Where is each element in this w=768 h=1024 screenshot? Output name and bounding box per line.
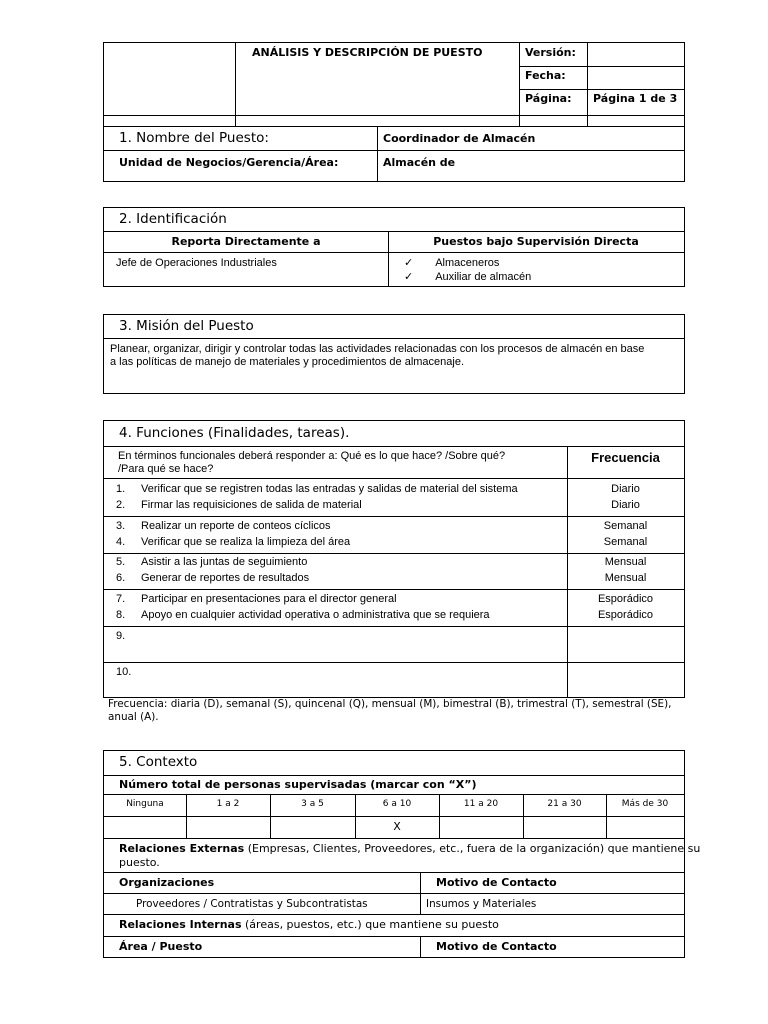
reports-to-value: Jefe de Operaciones Industriales — [116, 257, 277, 269]
range-option: 3 a 5 — [301, 799, 324, 809]
function-number: 3. — [116, 520, 126, 532]
function-text: Apoyo en cualquier actividad operativa o administrativa que se requiera — [141, 609, 490, 621]
check-icon: ✓ — [404, 257, 414, 269]
range-option: 6 a 10 — [382, 799, 412, 809]
range-option: 1 a 2 — [216, 799, 240, 809]
range-option: 21 a 30 — [547, 799, 582, 809]
function-number: 7. — [116, 593, 126, 605]
range-option: Ninguna — [126, 799, 164, 809]
reports-to-header: Reporta Directamente a — [171, 235, 321, 248]
contact-motive-header: Motivo de Contacto — [436, 876, 557, 889]
function-text: Realizar un reporte de conteos cíclicos — [141, 520, 331, 532]
function-text: Verificar que se realiza la limpieza del área — [141, 536, 351, 548]
function-frequency: Mensual — [604, 572, 647, 584]
function-number: 10. — [116, 666, 132, 678]
section-mission — [103, 314, 685, 394]
range-option: Más de 30 — [621, 799, 669, 809]
mission-text-line-2: a las políticas de manejo de materiales y procedimientos de almacenaje. — [110, 356, 465, 368]
page-number: Página 1 de 3 — [593, 92, 678, 105]
position-name: Coordinador de Almacén — [383, 132, 536, 145]
function-number: 8. — [116, 609, 126, 621]
supervised-count-title: Número total de personas supervisadas (marcar con “X”) — [119, 778, 477, 791]
range-mark: X — [393, 820, 401, 833]
function-frequency: Diario — [611, 499, 640, 511]
section-1-title: 1. Nombre del Puesto: — [119, 130, 269, 146]
frequency-header: Frecuencia — [591, 450, 660, 465]
section-5-title: 5. Contexto — [119, 754, 198, 770]
section-4-title: 4. Funciones (Finalidades, tareas). — [119, 425, 350, 441]
organization-value: Proveedores / Contratistas y Subcontratistas — [136, 898, 368, 910]
functions-intro-line-2: /Para qué se hace? — [118, 463, 214, 475]
section-context — [103, 750, 701, 958]
internal-relations-label: Relaciones Internas (áreas, puestos, etc.) que mantiene su puesto — [119, 918, 499, 931]
version-label: Versión: — [525, 46, 576, 59]
frequency-legend-line-2: anual (A). — [108, 711, 159, 723]
frequency-legend-line-1: Frecuencia: diaria (D), semanal (S), quincenal (Q), mensual (M), bimestral (B), trimestral (T), semestral (SE), — [108, 698, 672, 710]
list-item: ✓ Auxiliar de almacén — [404, 271, 532, 283]
check-icon: ✓ — [404, 271, 414, 283]
document-title: ANÁLISIS Y DESCRIPCIÓN DE PUESTO — [252, 46, 483, 59]
function-frequency: Esporádico — [597, 593, 654, 605]
area-position-header: Área / Puesto — [119, 940, 203, 953]
function-text: Verificar que se registren todas las entradas y salidas de material del sistema — [141, 483, 518, 495]
external-relations-label: Relaciones Externas (Empresas, Clientes, Proveedores, etc., fuera de la organización) que mantiene su — [119, 842, 701, 855]
supervised-positions-header: Puestos bajo Supervisión Directa — [433, 235, 639, 248]
mission-text-line-1: Planear, organizar, dirigir y controlar todas las actividades relacionadas con los procesos de almacén en base — [110, 343, 645, 355]
function-frequency: Mensual — [604, 556, 647, 568]
function-number: 9. — [116, 630, 126, 642]
date-label: Fecha: — [525, 69, 566, 82]
function-text: Asistir a las juntas de seguimiento — [141, 556, 308, 568]
function-text: Firmar las requisiciones de salida de material — [141, 499, 362, 511]
supervised-list — [404, 256, 531, 283]
function-number: 4. — [116, 536, 126, 548]
document-header — [103, 42, 685, 127]
function-frequency: Diario — [611, 483, 640, 495]
functions-intro-line-1: En términos funcionales deberá responder a: Qué es lo que hace? /Sobre qué? — [118, 450, 506, 462]
function-text: Generar de reportes de resultados — [141, 572, 310, 584]
function-number: 1. — [116, 483, 126, 495]
business-unit-label: Unidad de Negocios/Gerencia/Área: — [119, 156, 339, 169]
section-3-title: 3. Misión del Puesto — [119, 318, 254, 334]
external-relations-label-line-2: puesto. — [119, 856, 160, 869]
organizations-header: Organizaciones — [119, 876, 215, 889]
section-2-title: 2. Identificación — [119, 211, 227, 227]
section-identification — [103, 207, 685, 287]
section-position-name — [103, 126, 685, 182]
function-number: 5. — [116, 556, 126, 568]
function-number: 2. — [116, 499, 126, 511]
function-frequency: Semanal — [603, 536, 648, 548]
contact-motive-value: Insumos y Materiales — [426, 898, 537, 910]
range-option: 11 a 20 — [463, 799, 499, 809]
business-unit-value: Almacén de — [383, 156, 456, 169]
internal-contact-motive-header: Motivo de Contacto — [436, 940, 557, 953]
function-frequency: Esporádico — [597, 609, 654, 621]
page-label: Página: — [525, 92, 572, 105]
section-functions — [103, 420, 685, 698]
list-item: ✓ Almaceneros — [404, 257, 500, 269]
function-number: 6. — [116, 572, 126, 584]
function-frequency: Semanal — [603, 520, 648, 532]
function-text: Participar en presentaciones para el director general — [141, 593, 397, 605]
